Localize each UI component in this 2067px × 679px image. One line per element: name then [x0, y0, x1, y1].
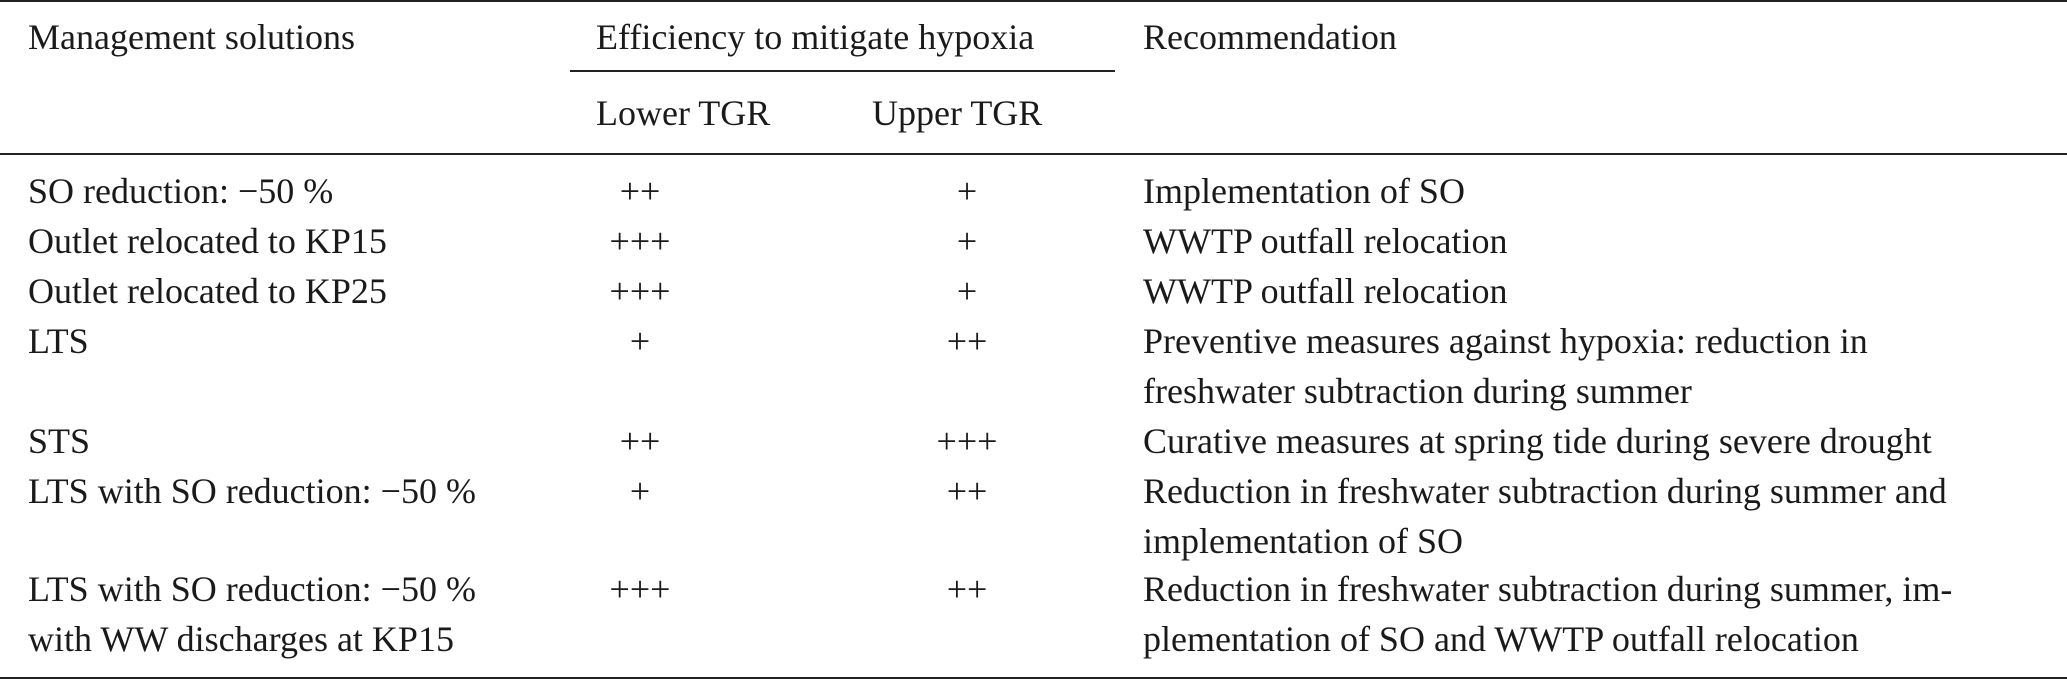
row-7-recommendation-line-1: Reduction in freshwater subtraction during summer, im-: [1143, 569, 1953, 609]
row-4-upper: ++: [946, 321, 988, 361]
row-2-lower: +++: [609, 221, 671, 261]
row-4-recommendation-line-2: freshwater subtraction during summer: [1143, 371, 1692, 411]
row-7-lower: +++: [609, 569, 671, 609]
row-6-lower: +: [629, 471, 651, 511]
row-6-solution: LTS with SO reduction: −50 %: [28, 471, 476, 511]
row-1-solution: SO reduction: −50 %: [28, 171, 334, 211]
row-7-solution-line-2: with WW discharges at KP15: [28, 619, 454, 659]
row-6-recommendation-line-2: implementation of SO: [1143, 521, 1463, 561]
row-5-recommendation: Curative measures at spring tide during severe drought: [1143, 421, 1932, 461]
row-6-upper: ++: [946, 471, 988, 511]
row-1-lower: ++: [619, 171, 661, 211]
top-rule: [0, 0, 2067, 2]
row-7-recommendation-line-2: plementation of SO and WWTP outfall relocation: [1143, 619, 1859, 659]
row-7-solution-line-1: LTS with SO reduction: −50 %: [28, 569, 476, 609]
header-recommendation: Recommendation: [1143, 17, 1397, 57]
header-efficiency: Efficiency to mitigate hypoxia: [596, 17, 1035, 57]
row-3-lower: +++: [609, 271, 671, 311]
row-4-recommendation-line-1: Preventive measures against hypoxia: reduction in: [1143, 321, 1868, 361]
header-upper-tgr: Upper TGR: [872, 93, 1043, 133]
header-management-solutions: Management solutions: [28, 17, 355, 57]
row-5-lower: ++: [619, 421, 661, 461]
row-5-solution: STS: [28, 421, 91, 461]
row-2-upper: +: [956, 221, 978, 261]
row-6-recommendation-line-1: Reduction in freshwater subtraction during summer and: [1143, 471, 1947, 511]
header-lower-tgr: Lower TGR: [596, 93, 771, 133]
row-2-recommendation: WWTP outfall relocation: [1143, 221, 1508, 261]
row-1-recommendation: Implementation of SO: [1143, 171, 1465, 211]
row-4-lower: +: [629, 321, 651, 361]
row-7-upper: ++: [946, 569, 988, 609]
row-3-upper: +: [956, 271, 978, 311]
efficiency-group-rule: [570, 70, 1115, 72]
row-2-solution: Outlet relocated to KP15: [28, 221, 387, 261]
row-3-solution: Outlet relocated to KP25: [28, 271, 387, 311]
row-3-recommendation: WWTP outfall relocation: [1143, 271, 1508, 311]
row-5-upper: +++: [936, 421, 998, 461]
row-4-solution: LTS: [28, 321, 89, 361]
row-1-upper: +: [956, 171, 978, 211]
header-rule: [0, 153, 2067, 155]
